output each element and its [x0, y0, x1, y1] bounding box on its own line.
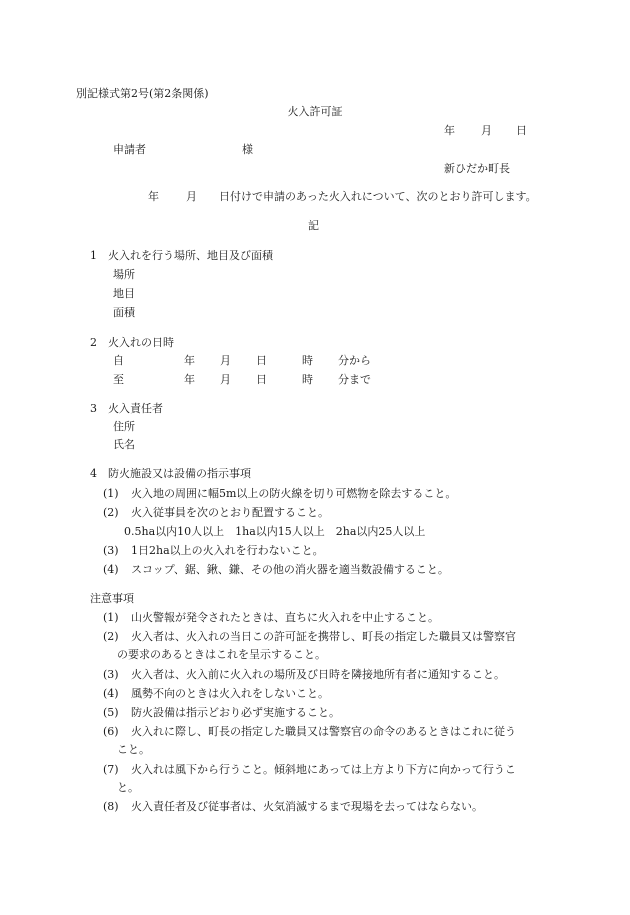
section4-item-num: (2)	[103, 506, 119, 519]
note-text: 火入れは風下から行うこと。傾斜地にあっては上方より下方に向かって行うこ	[131, 763, 516, 776]
document-title: 火入許可証	[287, 105, 343, 118]
note-num: (5)	[103, 706, 119, 719]
from-label: 自	[113, 354, 124, 367]
section1-item-area: 面積	[113, 306, 135, 319]
note-num: (2)	[103, 630, 119, 643]
from-hour: 時	[302, 354, 313, 367]
intro-year-label: 年	[148, 190, 159, 203]
section4-heading: 4 防火施設又は設備の指示事項	[90, 467, 251, 480]
to-label: 至	[113, 373, 124, 386]
note-text: 火入者は、火入前に火入れの場所及び日時を隣接地所有者に通知すること。	[131, 668, 505, 681]
note-num: (8)	[103, 800, 119, 813]
note-text: 防火設備は指示どおり必ず実施すること。	[131, 706, 340, 719]
applicant-honorific: 様	[242, 143, 253, 156]
note-num: (7)	[103, 763, 119, 776]
from-minute: 分から	[338, 354, 371, 367]
section4-staffing-detail: 0.5ha以内10人以上 1ha以内15人以上 2ha以内25人以上	[124, 525, 426, 538]
section4-item-text: スコップ、鋸、鍬、鎌、その他の消火器を適当数設備すること。	[131, 563, 449, 576]
applicant-label: 申請者	[113, 143, 146, 156]
section3-item-address: 住所	[113, 420, 135, 433]
issuer-name: 新ひだか町長	[444, 162, 510, 175]
intro-text: 日付けで申請のあった火入れについて、次のとおり許可します。	[219, 190, 537, 203]
note-num: (1)	[103, 611, 119, 624]
section4-item-num: (3)	[103, 544, 119, 557]
section3-heading: 3 火入責任者	[90, 402, 163, 415]
section3-item-name: 氏名	[113, 438, 135, 451]
form-reference: 別記様式第2号(第2条関係)	[76, 87, 209, 100]
date-month-label: 月	[481, 124, 492, 137]
section4-item-num: (1)	[103, 487, 119, 500]
notes-heading: 注意事項	[90, 592, 134, 605]
from-month: 月	[220, 354, 231, 367]
intro-month-label: 月	[186, 190, 197, 203]
section4-item-text: 火入地の周囲に幅5m以上の防火線を切り可燃物を除去すること。	[131, 487, 457, 500]
from-day: 日	[256, 354, 267, 367]
section1-heading: 1 火入れを行う場所、地目及び面積	[90, 249, 273, 262]
section1-item-place: 場所	[113, 268, 135, 281]
note-num: (6)	[103, 725, 119, 738]
to-hour: 時	[302, 373, 313, 386]
note-text: 風勢不向のときは火入れをしないこと。	[131, 687, 329, 700]
to-month: 月	[220, 373, 231, 386]
note-text: 山火警報が発令されたときは、直ちに火入れを中止すること。	[131, 611, 439, 624]
section4-item-num: (4)	[103, 563, 119, 576]
ki-marker: 記	[308, 219, 319, 232]
to-year: 年	[184, 373, 195, 386]
section2-heading: 2 火入れの日時	[90, 336, 174, 349]
to-day: 日	[256, 373, 267, 386]
note-text-continued: の要求のあるときはこれを呈示すること。	[117, 648, 326, 661]
note-num: (4)	[103, 687, 119, 700]
note-text: 火入責任者及び従事者は、火気消滅するまで現場を去ってはならない。	[131, 800, 483, 813]
section4-item-text: 火入従事員を次のとおり配置すること。	[131, 506, 329, 519]
note-text: 火入れに際し、町長の指定した職員又は警察官の命令のあるときはこれに従う	[131, 725, 516, 738]
note-num: (3)	[103, 668, 119, 681]
date-day-label: 日	[516, 124, 527, 137]
note-text: 火入者は、火入れの当日この許可証を携帯し、町長の指定した職員又は警察官	[131, 630, 516, 643]
to-minute: 分まで	[338, 373, 371, 386]
from-year: 年	[184, 354, 195, 367]
note-text-continued: と。	[117, 781, 139, 794]
note-text-continued: こと。	[117, 743, 150, 756]
section4-item-text: 1日2ha以上の火入れを行わないこと。	[131, 544, 324, 557]
section1-item-landtype: 地目	[113, 287, 135, 300]
date-year-label: 年	[444, 124, 455, 137]
